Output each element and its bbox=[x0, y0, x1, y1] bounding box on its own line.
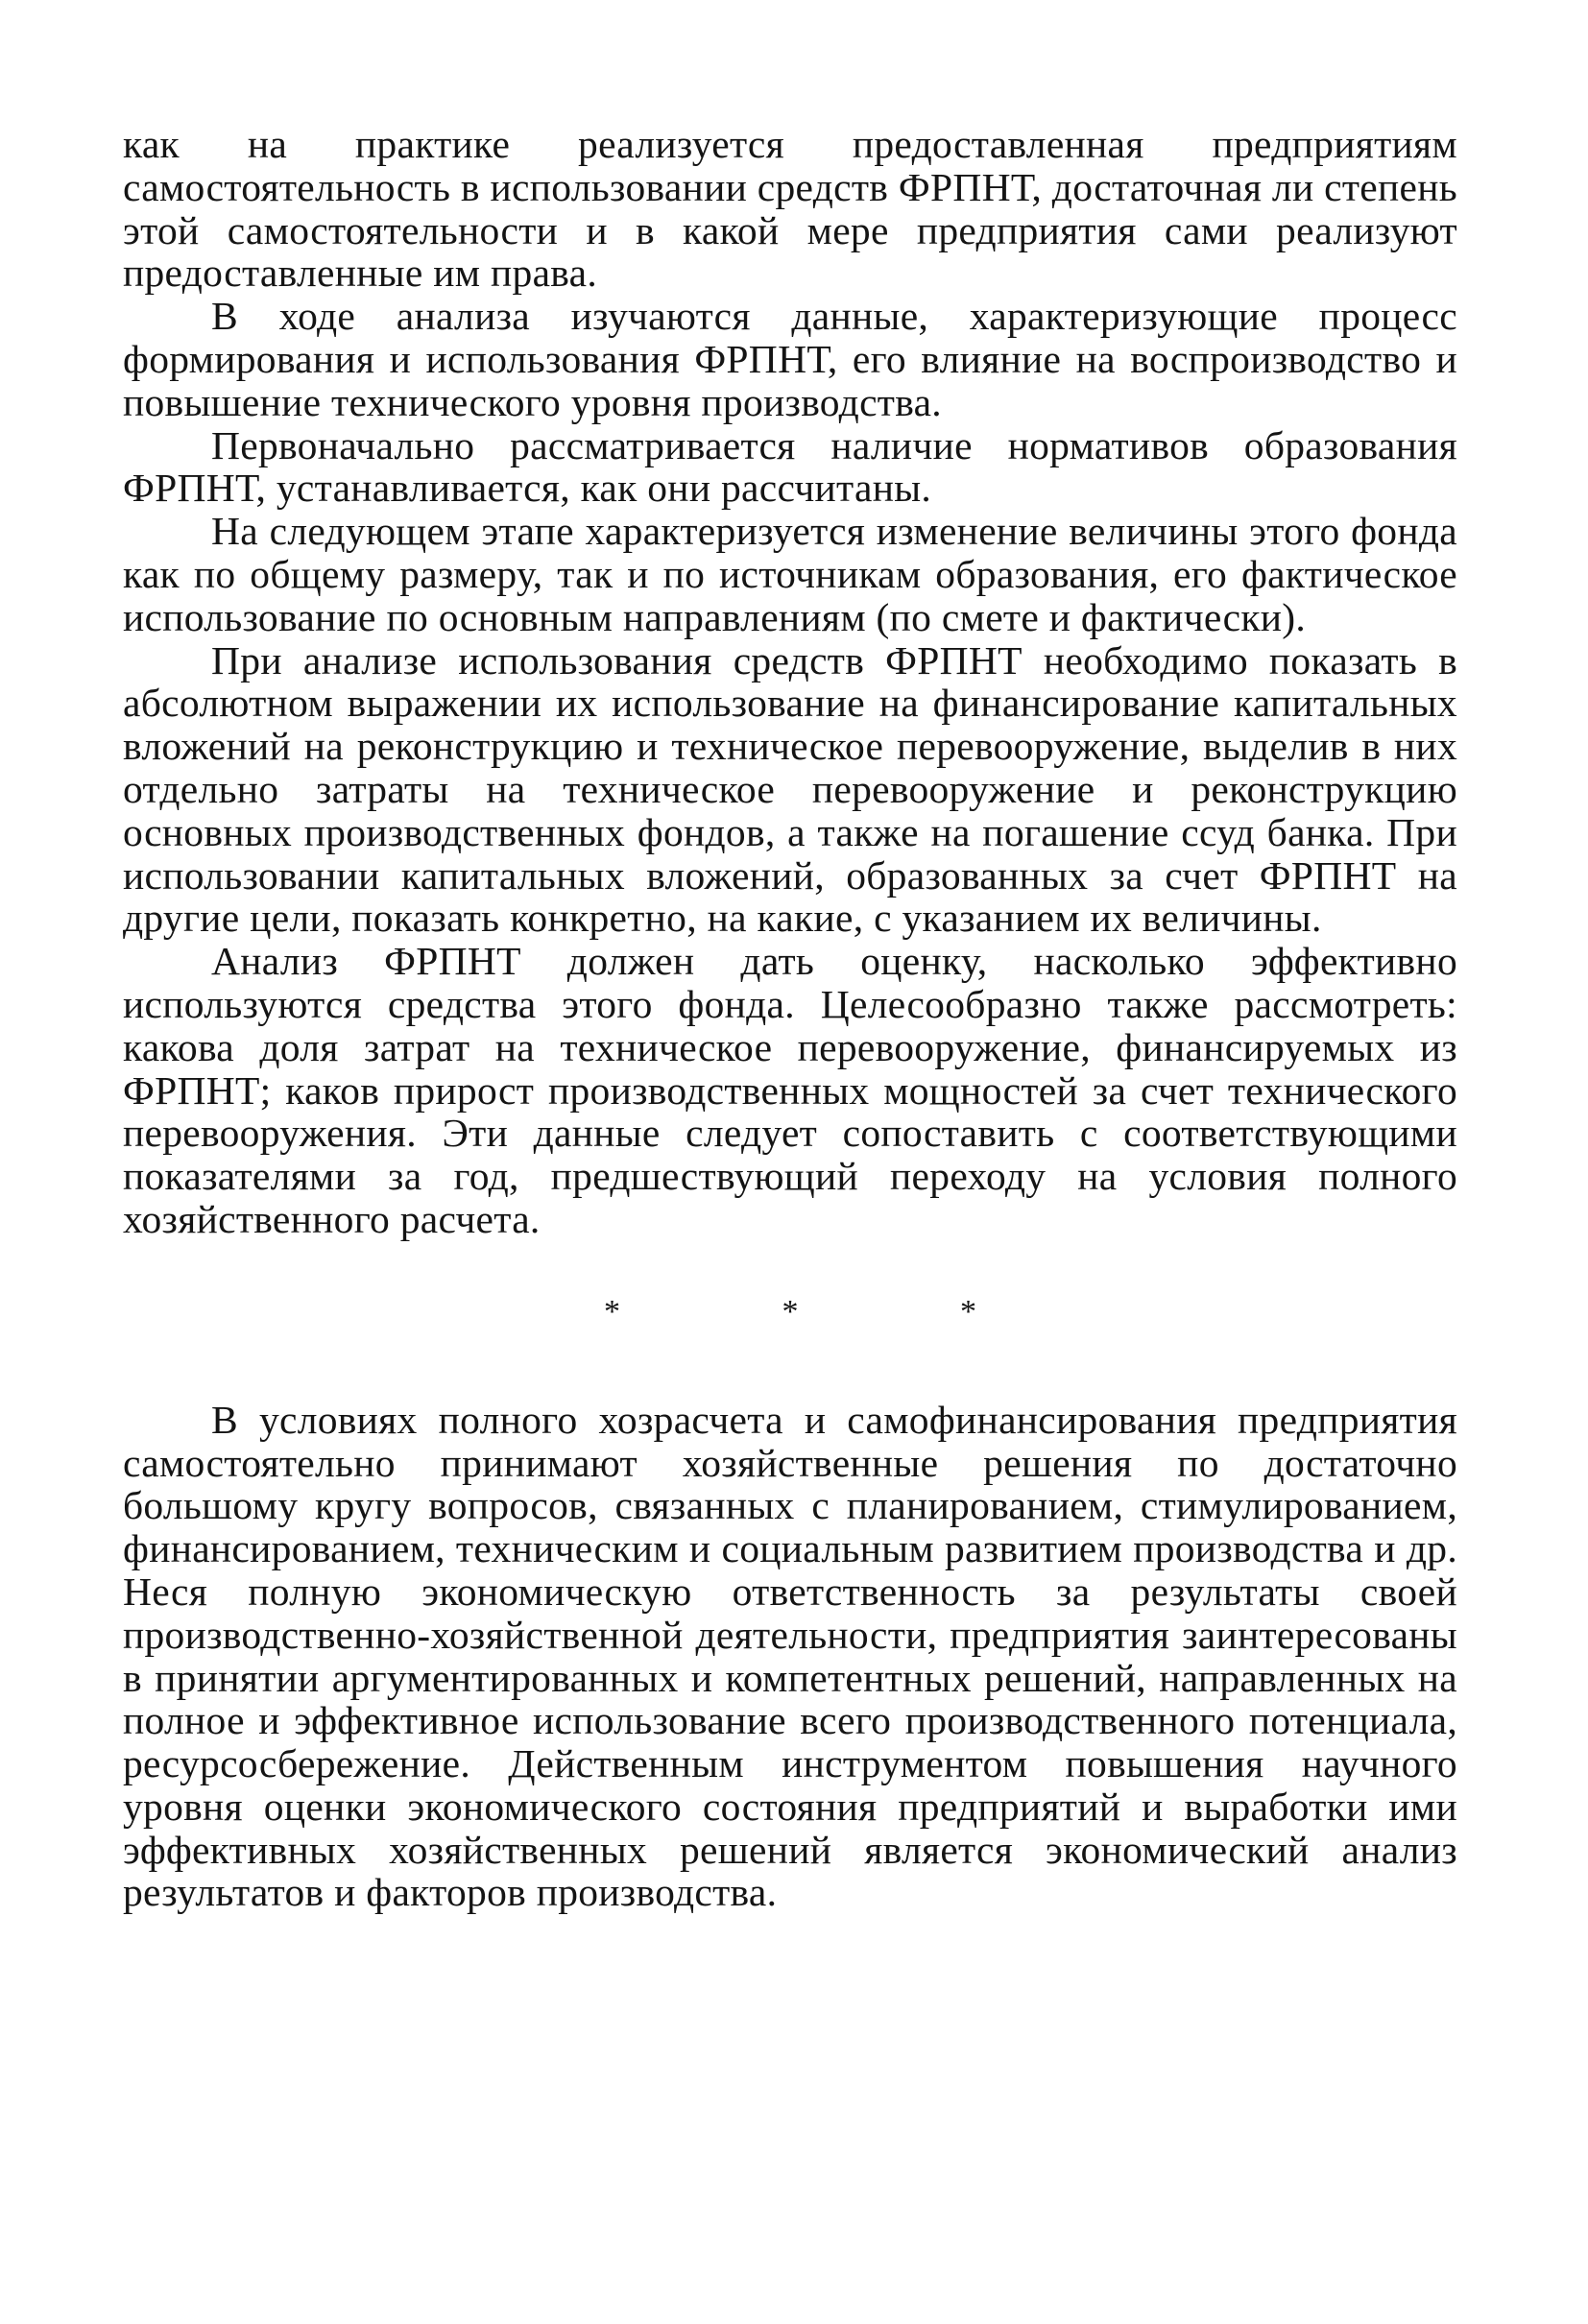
paragraph: Первоначально рассматривается наличие нормативов образования ФРПНТ, устанавливается, как они рассчитаны. bbox=[123, 422, 1457, 511]
paragraph: При анализе использования средств ФРПНТ необходимо показать в абсолютном выражении их использование на финансирование капитальных вложений на реконструкцию и техническое перевооружение, выделив в них отдельно затраты на техническое перевооружение и реконструкцию основных производственных фондов, а также на погашение ссуд банка. При использовании капитальных вложений, образованных за счет ФРПНТ на другие цели, показать конкретно, на какие, с указанием их величины. bbox=[123, 637, 1457, 941]
paragraph: В условиях полного хозрасчета и самофинансирования предприятия самостоятельно принимают хозяйственные решения по достаточно большому кругу вопросов, связанных с планированием, стимулированием, финансированием, техническим и социальным развитием производства и др. Неся полную экономическую ответственность за результаты своей производственно-хозяйственной деятельности, предприятия заинтересованы в принятии аргументированных и компетентных решений, направленных на полное и эффективное использование всего производственного потенциала, ресурсосбережение. Действенным инструментом повышения научного уровня оценки экономического состояния предприятий и выработки ими эффективных хозяйственных решений является экономический анализ результатов и факторов производства. bbox=[123, 1397, 1457, 1915]
paragraph: как на практике реализуется предоставленная предприятиям самостоятельность в использовании средств ФРПНТ, достаточная ли степень этой самостоятельности и в какой мере предприятия сами реализуют предоставленные им права. bbox=[123, 122, 1457, 296]
section-separator: * * * bbox=[604, 1293, 976, 1330]
paragraph: В ходе анализа изучаются данные, характеризующие процесс формирования и использования ФРПНТ, его влияние на воспроизводство и повышение технического уровня производства. bbox=[123, 294, 1457, 424]
paragraph: Анализ ФРПНТ должен дать оценку, насколько эффективно используются средства этого фонда. Целесообразно также рассмотреть: какова доля затрат на техническое перевооружение, финансируемых из ФРПНТ; каков прирост производственных мощностей за счет технического перевооружения. Эти данные следует сопоставить с соответствующими показателями за год, предшествующий переходу на условия полного хозяйственного расчета. bbox=[123, 939, 1457, 1241]
page-body bbox=[123, 123, 1457, 1914]
paragraph: На следующем этапе характеризуется изменение величины этого фонда как по общему размеру, так и по источникам образования, его фактическое использование по основным направлениям (по смете и фактически). bbox=[123, 509, 1457, 639]
